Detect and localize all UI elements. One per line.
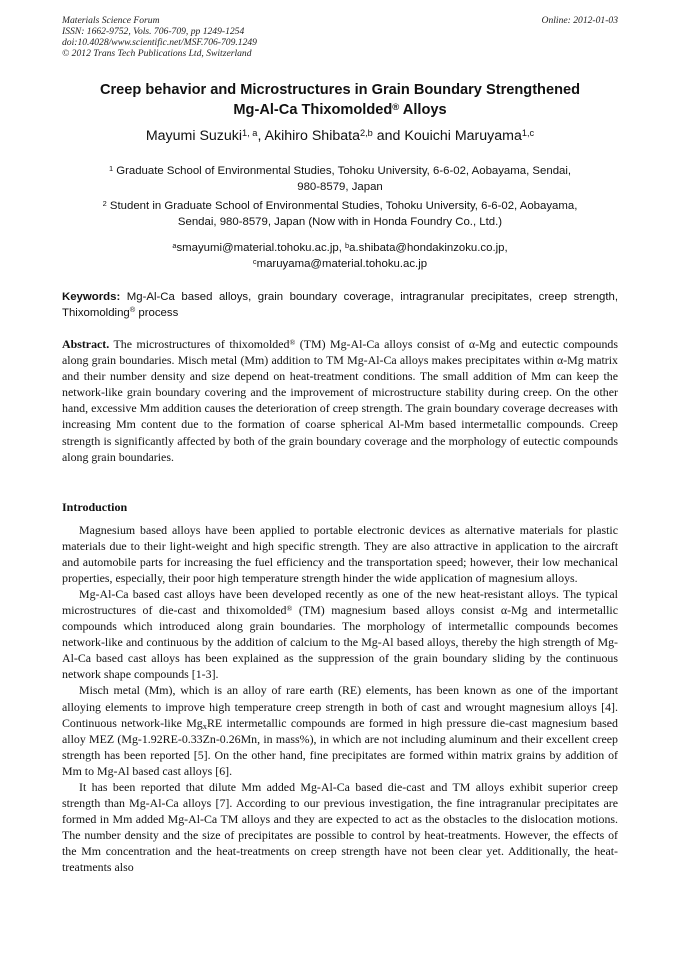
email-c[interactable]: maruyama@material.tohoku.ac.jp bbox=[256, 258, 428, 270]
author-1: Mayumi Suzuki bbox=[145, 128, 243, 144]
affiliation-1: $^1$ Graduate School of Environmental Studies, Tohoku University, 6-6-02, Aobayama, Sendai, 980-8579, Japan bbox=[108, 163, 572, 193]
email-a[interactable]: smayumi@material.tohoku.ac.jp, bbox=[176, 242, 346, 254]
keywords: Keywords: Mg-Al-Ca based alloys, grain boundary coverage, intragranular precipitates, creep strength, Thixomolding® process bbox=[62, 291, 618, 319]
journal-name: Materials Science Forum bbox=[62, 15, 160, 26]
abstract: Abstract. The microstructures of thixomolded® (TM) Mg-Al-Ca alloys consist of α-Mg and eutectic compounds along grain boundaries. Misch metal (Mm) addition to TM Mg-Al-Ca alloys makes precipitates within α-Mg matrix and their number density and size depend on heat-treatment conditions. The small addition of Mm can keep the network-like grain boundary covering and the improvement of microstructure stability during creep. On the other hand, excessive Mm addition causes the deterioration of creep strength. The grain boundary coverage decreases with increasing Mm content due to the formation of coarse spherical Al-Mm based intermetallic compounds. Creep strength is significantly affected by both of the grain boundary coverage and the morphology of eutectic compounds along grain boundaries. bbox=[62, 337, 618, 464]
title-line-2: Mg-Al-Ca Thixomolded® Alloys bbox=[233, 101, 447, 118]
registered-mark: ® bbox=[392, 101, 400, 113]
paper-title bbox=[62, 80, 618, 120]
email-b[interactable]: a.shibata@hondakinzoku.co.jp, bbox=[349, 242, 508, 254]
paragraph: Magnesium based alloys have been applied to portable electronic devices as alternative materials for plastic materials due to their light-weight and high specific strength. They are also attractive in application to the aircraft and automobile parts for increasing the fuel efficiency and the transportation speed; however, their low mechanical properties, especially, their poor high temperature strength hinder the wide application of magnesium alloys. bbox=[62, 523, 618, 586]
introduction-body bbox=[62, 522, 618, 875]
abstract-label: Abstract. bbox=[62, 337, 110, 351]
author-3: and Kouichi Maruyama bbox=[372, 128, 522, 144]
paragraph: Mg-Al-Ca based cast alloys have been developed recently as one of the new heat-resistant alloys. The typical microstructures of die-cast and thixomolded® (TM) magnesium based alloys consist α-Mg and intermetallic compounds which introduced along grain boundaries. The morphology of intermetallic compounds becomes network-like and continuous by the addition of calcium to the Mg-Al based alloys, thereby the high strength of Mg-Al-Ca based cast alloys has been explained as the suppression of the grain boundary sliding by the continuous network shape compounds [1-3]. bbox=[62, 587, 618, 682]
issn-line: ISSN: 1662-9752, Vols. 706-709, pp 1249-1254 bbox=[62, 26, 245, 37]
author-list: Mayumi Suzuki$^{1, a}$, Akihiro Shibata$^{2,b}$ and Kouichi Maruyama$^{1,c}$ bbox=[145, 127, 535, 144]
author-emails: $^a$smayumi@material.tohoku.ac.jp, $^b$a.shibata@hondakinzoku.co.jp, $^c$maruyama@material.tohoku.ac.jp bbox=[172, 240, 508, 270]
title-line-1: Creep behavior and Microstructures in Grain Boundary Strengthened bbox=[99, 82, 581, 98]
keywords-label: Keywords: bbox=[62, 291, 121, 303]
online-date: Online: 2012-01-03 bbox=[541, 15, 618, 26]
paragraph: It has been reported that dilute Mm added Mg-Al-Ca based die-cast and TM alloys exhibit superior creep strength than Mg-Al-Ca alloys [7]. According to our previous investigation, the fine intragranular precipitates are formed in Mm added Mg-Al-Ca TM alloys and they are expected to act as the obstacles to the dislocation motions. The number density and the size of precipitates are possible to control by heat-treatments. However, the effects of the Mm concentration and the heat-treatments on creep strength have not been clear yet. Additionally, the heat-treatments also bbox=[62, 779, 618, 874]
copyright-line: © 2012 Trans Tech Publications Ltd, Switzerland bbox=[62, 48, 252, 59]
doi-line: doi:10.4028/www.scientific.net/MSF.706-709.1249 bbox=[62, 37, 257, 48]
paragraph: Misch metal (Mm), which is an alloy of rare earth (RE) elements, has been known as one of the important alloying elements to improve high temperature creep strength in both of cast and wrought magnesium alloys [4]. Continuous network-like $Mg_xRE$ intermetallic compounds are formed in high pressure die-cast magnesium based alloy MEZ (Mg-1.92RE-0.33Zn-0.26Mn, in mass%), in which are not including aluminum and their excellent creep strength has been reported [5]. On the other hand, fine precipitates are formed within matrix grains by addition of Mm to Mg-Al based cast alloys [6]. bbox=[62, 683, 618, 778]
journal-header bbox=[62, 15, 618, 59]
affiliation-2: $^2$ Student in Graduate School of Environmental Studies, Tohoku University, 6-6-02, Aobayama, Sendai, 980-8579, Japan (Now with in Honda Foundry Co., Ltd.) bbox=[102, 198, 578, 228]
author-2: , Akihiro Shibata bbox=[257, 128, 360, 144]
introduction-heading: Introduction bbox=[62, 500, 128, 514]
